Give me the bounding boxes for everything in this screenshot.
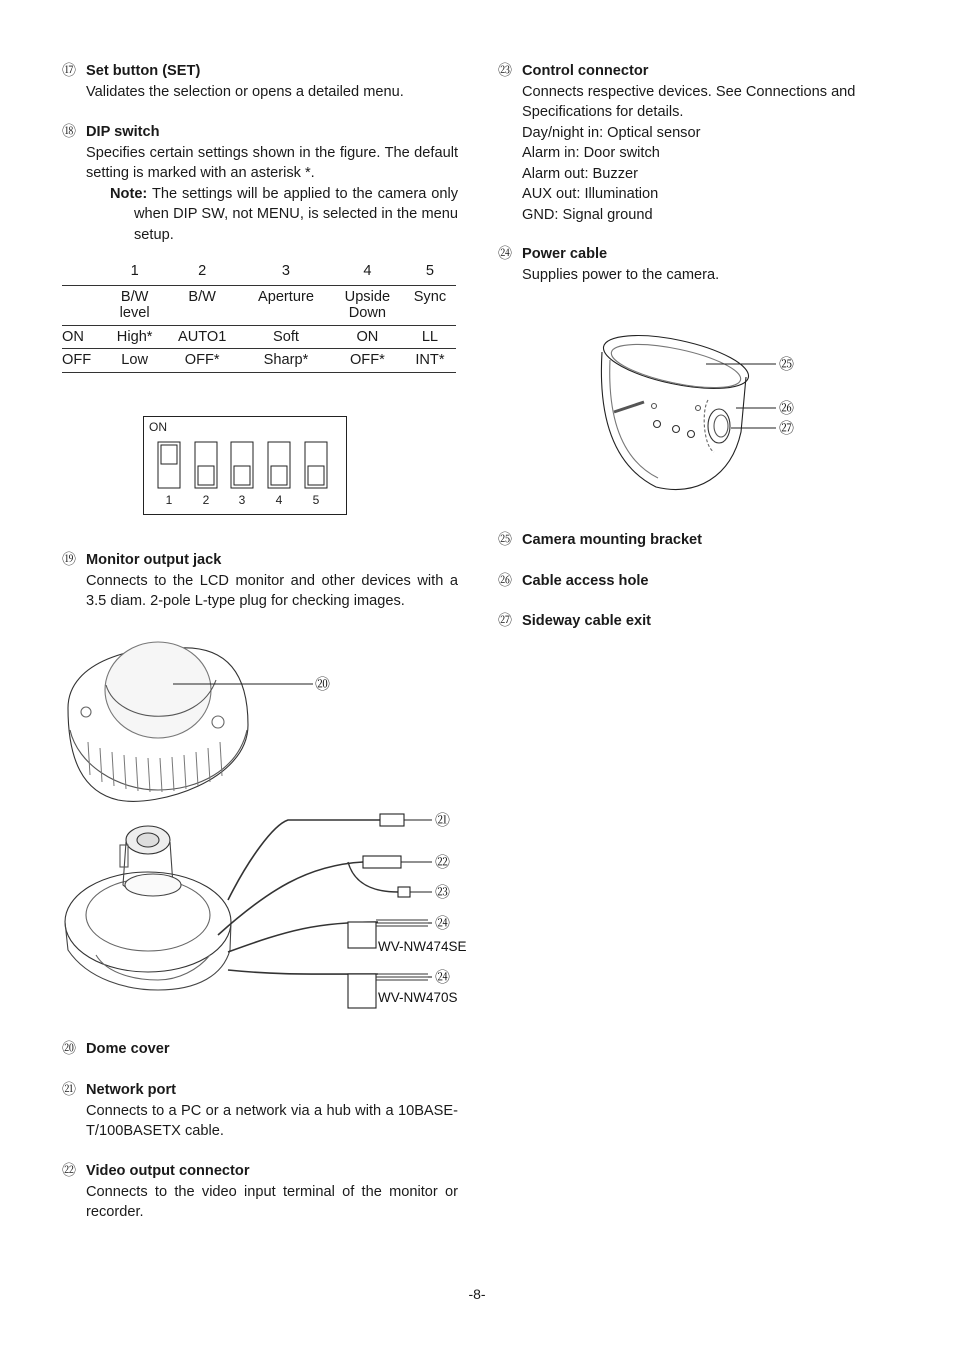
item-title: Cable access hole [522, 573, 649, 589]
item-title: Set button (SET) [86, 63, 201, 79]
table-cell: ON [331, 326, 404, 349]
dip-on-label: ON [149, 420, 167, 434]
dip-switch-knob [234, 466, 250, 485]
item-sideway-cable-exit [498, 610, 894, 632]
item-number: ⑰ [62, 62, 76, 78]
item-monitor-output-jack [62, 549, 458, 612]
setting-name: B/W [163, 286, 241, 326]
setting-name: B/W level [106, 286, 163, 326]
item-title: Video output connector [86, 1163, 250, 1179]
row-label: OFF [62, 349, 106, 373]
callout-power-cable-a: ㉔ [435, 915, 451, 932]
item-description: Specifies certain settings shown in the figure. The default setting is marked with an asterisk *. [86, 144, 458, 181]
note-label: Note: [110, 185, 148, 202]
row-label: ON [62, 326, 106, 349]
callout-control-connector: ㉓ [435, 884, 451, 901]
connector-line: AUX out: Illumination [522, 186, 659, 202]
connector-line: Day/night in: Optical sensor [522, 124, 701, 141]
table-cell: Sharp* [241, 349, 331, 373]
model-label-b: WV-NW470S [378, 990, 458, 1005]
dip-switch-number: 3 [238, 493, 246, 507]
item-description: Connects to a PC or a network via a hub with a 10BASE-T/100BASETX cable. [86, 1102, 458, 1139]
item-title: Sideway cable exit [522, 613, 651, 629]
callout-power-cable-b: ㉔ [435, 969, 451, 986]
table-cell: OFF* [163, 349, 241, 373]
item-number: ㉒ [62, 1162, 76, 1178]
dip-switch-knob [161, 445, 177, 464]
item-number: ㉔ [498, 245, 512, 261]
item-number: ㉗ [498, 612, 512, 628]
item-title: Camera mounting bracket [522, 532, 703, 548]
table-cell: Low [106, 349, 163, 373]
item-dip-switch [62, 121, 458, 245]
item-dome-cover [62, 1038, 458, 1060]
note-text: The settings will be applied to the camera only when DIP SW, not MENU, is selected in the menu setup. [134, 185, 458, 243]
item-description: Supplies power to the camera. [522, 266, 720, 283]
setting-name: Sync [404, 286, 456, 326]
table-row [62, 349, 456, 373]
dip-switch-number: 5 [312, 493, 320, 507]
item-camera-mounting-bracket [498, 529, 894, 551]
table-cell: OFF* [331, 349, 404, 373]
connector-line: GND: Signal ground [522, 206, 653, 223]
callout-dome-cover: ⑳ [315, 676, 331, 693]
item-number: ⑲ [62, 551, 76, 567]
table-cell: AUTO1 [163, 326, 241, 349]
item-description: Validates the selection or opens a detailed menu. [86, 83, 404, 100]
item-cable-access-hole [498, 570, 894, 592]
item-description: Connects to the video input terminal of the monitor or recorder. [86, 1183, 458, 1220]
column-header: 1 [130, 263, 139, 279]
item-description: Connects to the LCD monitor and other devices with a 3.5 diam. 2-pole L-type plug for checking images. [86, 572, 458, 609]
item-number: ㉖ [498, 572, 512, 588]
model-label-a: WV-NW474SE [378, 939, 467, 954]
item-title: DIP switch [86, 124, 160, 140]
table-cell: LL [404, 326, 456, 349]
table-header-row [62, 261, 456, 286]
page-number: -8- [468, 1286, 486, 1302]
item-title: Network port [86, 1082, 176, 1098]
bracket-illustration [596, 322, 806, 494]
connector-line: Alarm out: Buzzer [522, 165, 638, 182]
callout-network-port: ㉑ [435, 812, 451, 829]
item-number: ㉕ [498, 531, 512, 547]
item-title: Control connector [522, 63, 649, 79]
dip-switch-number: 2 [202, 493, 210, 507]
dip-switch-knob [198, 466, 214, 485]
table-cell: Soft [241, 326, 331, 349]
column-header: 5 [425, 263, 434, 279]
table-row [62, 286, 456, 326]
camera-illustration [58, 630, 488, 1012]
item-title: Monitor output jack [86, 552, 222, 568]
dip-switch-knob [308, 466, 324, 485]
dip-switch-number: 4 [275, 493, 283, 507]
callout-cable-access-hole: ㉖ [779, 400, 795, 417]
item-power-cable [498, 243, 894, 285]
setting-name: Aperture [241, 286, 331, 326]
item-network-port [62, 1079, 458, 1142]
item-video-output-connector [62, 1160, 458, 1223]
item-control-connector [498, 60, 894, 225]
item-title: Dome cover [86, 1041, 170, 1057]
item-number: ⑳ [62, 1040, 76, 1056]
item-title: Power cable [522, 246, 608, 262]
table-cell: INT* [404, 349, 456, 373]
item-description: Connects respective devices. See Connections and Specifications for details. [522, 83, 856, 120]
callout-video-output: ㉒ [435, 854, 451, 871]
table-row [62, 326, 456, 349]
column-header: 2 [198, 263, 207, 279]
dip-switch-figure [143, 416, 348, 517]
column-header: 4 [363, 263, 372, 279]
callout-mounting-bracket: ㉕ [779, 356, 795, 373]
table-cell: High* [106, 326, 163, 349]
item-number: ⑱ [62, 123, 76, 139]
column-header: 3 [281, 263, 291, 279]
item-number: ㉓ [498, 62, 512, 78]
dip-settings-table [62, 261, 456, 373]
item-set-button [62, 60, 458, 102]
item-number: ㉑ [62, 1081, 76, 1097]
setting-name: Upside Down [331, 286, 404, 326]
dip-switch-knob [271, 466, 287, 485]
connector-line: Alarm in: Door switch [522, 145, 660, 161]
callout-sideway-cable-exit: ㉗ [779, 420, 795, 437]
note [86, 184, 458, 246]
dip-switch-number: 1 [165, 493, 173, 507]
